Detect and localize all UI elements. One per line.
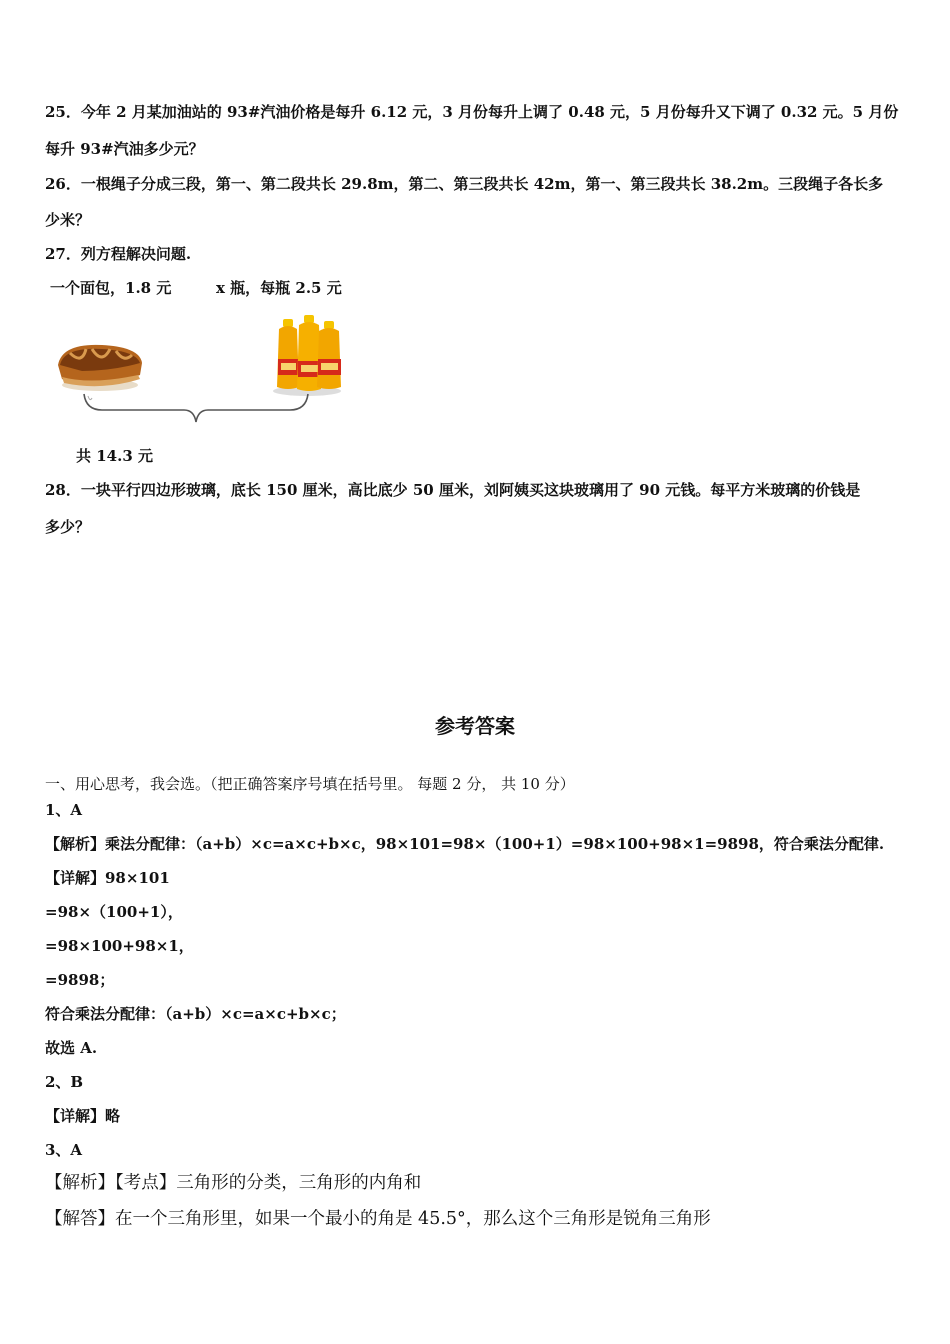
total-bracket [82, 390, 312, 430]
q25-line1: 25．今年 2 月某加油站的 93#汽油价格是每升 6.12 元，3 月份每升上调了 0.48 元，5 月份每升又下调了 0.32 元。5 月份 [45, 103, 899, 121]
answer-1: 1、A [45, 801, 83, 819]
answer-1-step2: =98×100+98×1， [45, 937, 194, 955]
answer-3-answer: 【解答】在一个三角形里，如果一个最小的角是 45.5°，那么这个三角形是锐角三角形 [45, 1209, 711, 1229]
answer-2-detail: 【详解】略 [45, 1107, 121, 1125]
juice-bottles-icon [273, 315, 345, 397]
q28-line1: 28．一块平行四边形玻璃，底长 150 厘米，高比底少 50 厘米，刘阿姨买这块玻璃用了 90 元钱。每平方米玻璃的价钱是 [45, 481, 861, 499]
answer-1-step1: =98×（100+1）， [45, 903, 183, 921]
answer-3-analysis: 【解析】【考点】三角形的分类，三角形的内角和 [45, 1173, 422, 1193]
q28-line2: 多少？ [45, 518, 91, 536]
answer-1-step4: 符合乘法分配律：（a+b）×c=a×c+b×c； [45, 1005, 346, 1023]
answer-1-step3: =9898； [45, 971, 115, 989]
answer-1-analysis: 【解析】乘法分配律：（a+b）×c=a×c+b×c，98×101=98×（100+1）=98×100+98×1=9898，符合乘法分配律. [45, 835, 885, 853]
answer-2: 2、B [45, 1073, 84, 1091]
answer-1-detail: 【详解】98×101 [45, 869, 170, 887]
q26-line1: 26．一根绳子分成三段，第一、第二段共长 29.8m，第二、第三段共长 42m，第一、第三段共长 38.2m。三段绳子各长多 [45, 175, 884, 193]
section-heading: 一、用心思考，我会选。（把正确答案序号填在括号里。 每题 2 分， 共 10 分） [45, 775, 575, 793]
q25-line2: 每升 93#汽油多少元？ [45, 140, 204, 158]
answer-1-step5: 故选 A. [45, 1039, 98, 1057]
answer-3: 3、A [45, 1141, 83, 1159]
bread-icon [52, 335, 147, 395]
q27-bottle-price: x 瓶，每瓶 2.5 元 [216, 279, 342, 297]
q27-bread-price: 一个面包，1.8 元 [50, 279, 172, 297]
q26-line2: 少米？ [45, 211, 91, 229]
answers-title: 参考答案 [435, 714, 515, 738]
q27-total: 共 14.3 元 [76, 447, 153, 465]
q27-title: 27．列方程解决问题. [45, 245, 192, 263]
